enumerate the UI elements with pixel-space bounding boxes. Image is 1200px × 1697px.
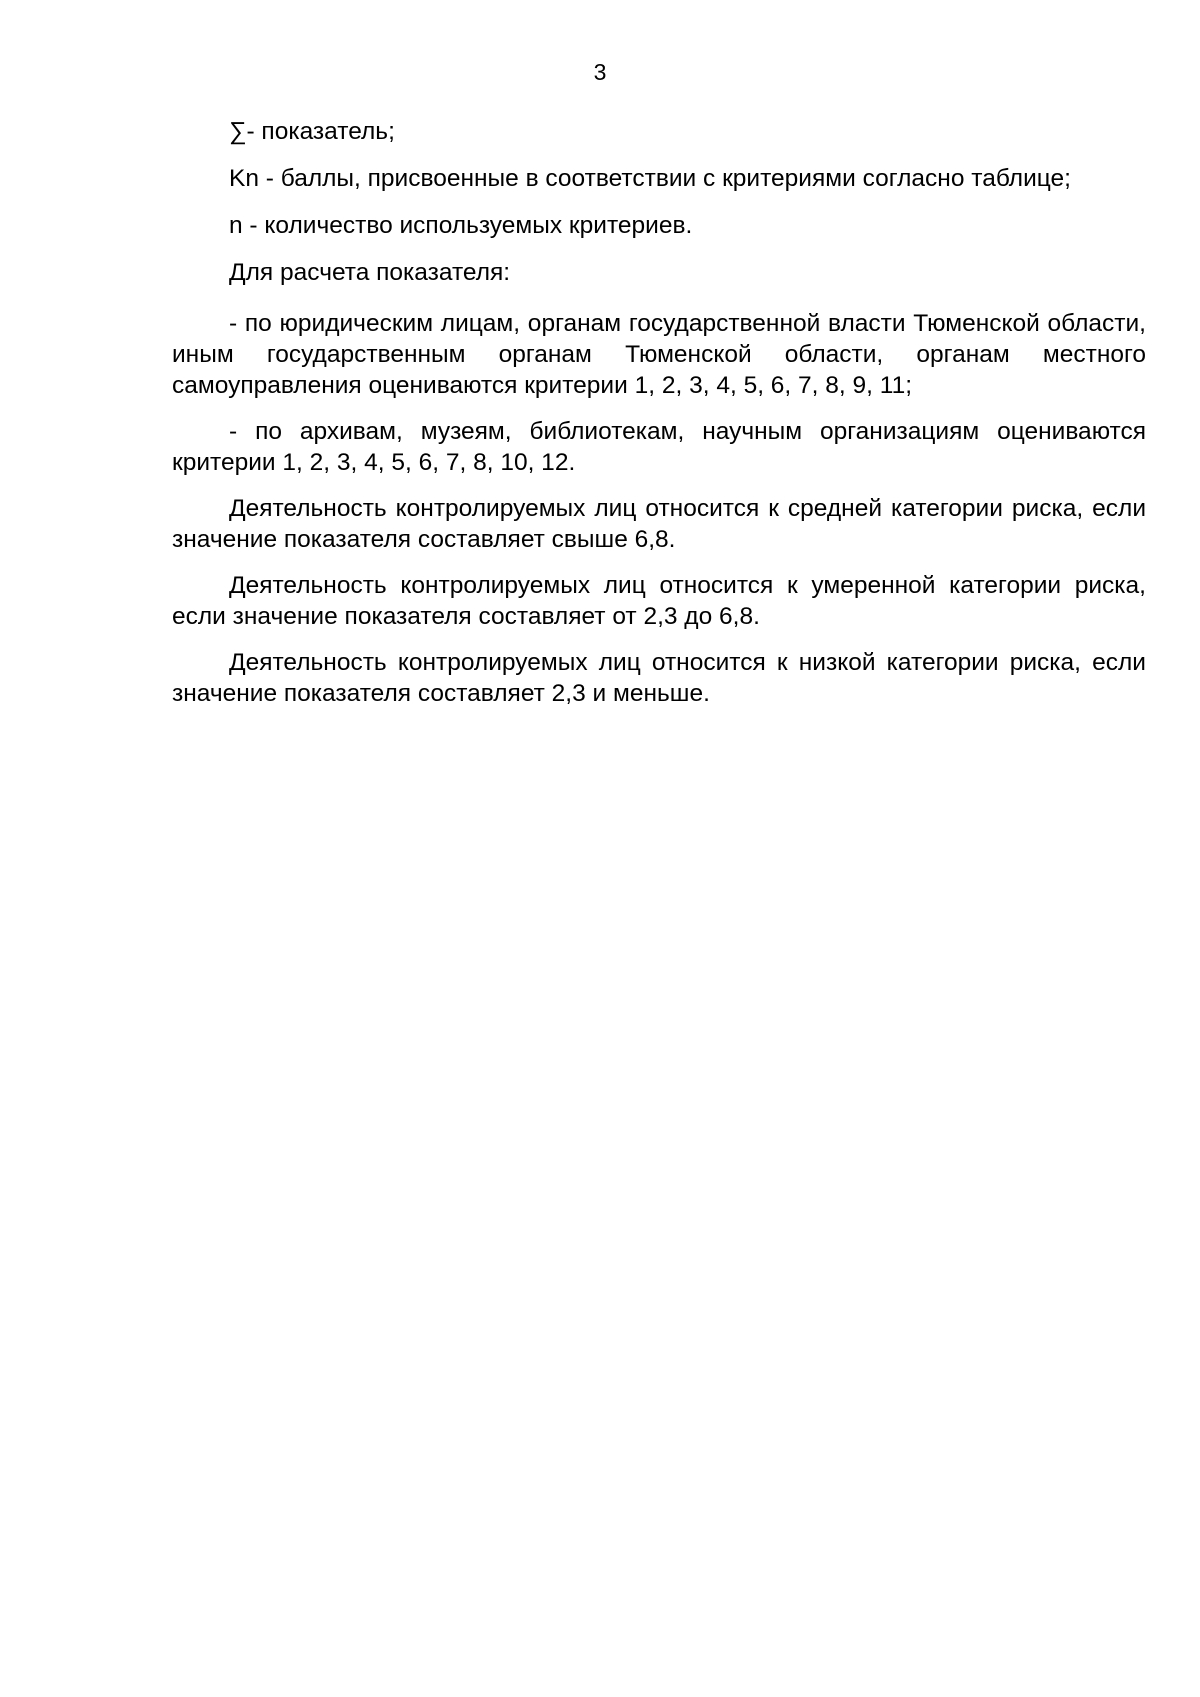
paragraph-legal-entities-criteria: - по юридическим лицам, органам государственной власти Тюменской области, иным государственным органам Тюменской области, органам местного самоуправления оцениваются критерии 1, 2, 3, 4, 5, 6, 7, 8, 9, 11; <box>172 310 1146 399</box>
document-body <box>172 116 1146 709</box>
paragraph-n-definition: n - количество используемых критериев. <box>229 212 693 239</box>
paragraph-moderate-risk: Деятельность контролируемых лиц относится к умеренной категории риска, если значение показателя составляет от 2,3 до 6,8. <box>172 572 1146 630</box>
paragraph-archives-criteria: - по архивам, музеям, библиотекам, научным организациям оцениваются критерии 1, 2, 3, 4, 5, 6, 7, 8, 10, 12. <box>172 418 1146 476</box>
paragraph-medium-risk: Деятельность контролируемых лиц относится к средней категории риска, если значение показателя составляет свыше 6,8. <box>172 495 1146 553</box>
page-number: 3 <box>593 59 607 85</box>
paragraph-low-risk: Деятельность контролируемых лиц относится к низкой категории риска, если значение показателя составляет 2,3 и меньше. <box>172 649 1146 707</box>
paragraph-sum-definition: ∑- показатель; <box>229 118 395 145</box>
paragraph-calculation-intro: Для расчета показателя: <box>229 259 511 286</box>
paragraph-kn-definition: Kn - баллы, присвоенные в соответствии с критериями согласно таблице; <box>229 165 1071 192</box>
